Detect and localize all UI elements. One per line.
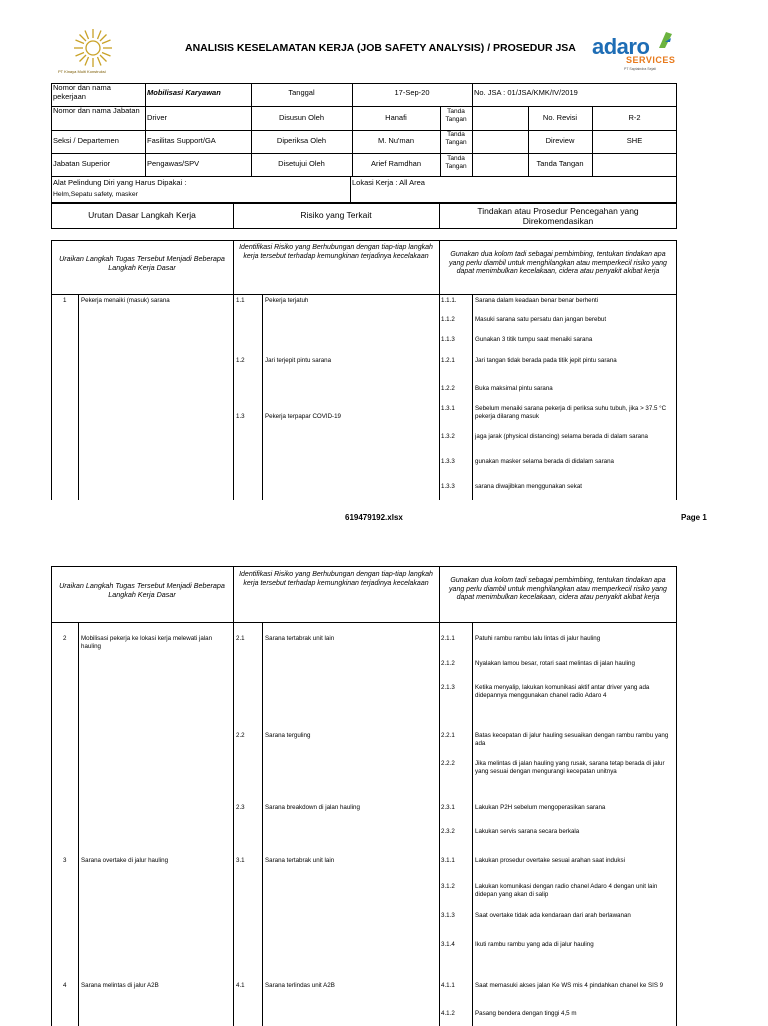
action-number: 2.1.2 [441, 660, 455, 667]
risk-description: Sarana tertabrak unit lain [265, 635, 335, 642]
column-head-steps: Uraikan Langkah Tugas Tersebut Menjadi Beberapa Langkah Kerja Dasar [59, 254, 225, 272]
action-number: 1.2.1 [441, 357, 455, 364]
action-number: 4.1.2 [441, 1010, 455, 1017]
action-number: 3.1.2 [441, 883, 455, 890]
info-value-date: 17-Sep-20 [394, 88, 430, 97]
info-value-checked: M. Nu'man [377, 136, 415, 145]
info-value-approved: Arief Ramdhan [370, 159, 422, 168]
action-number: 1.2.2 [441, 385, 455, 392]
info-value-revision: R-2 [628, 113, 641, 122]
action-number: 1.1.3 [441, 336, 455, 343]
action-number: 3.1.4 [441, 941, 455, 948]
column-head-actions: Gunakan dua kolom tadi sebagai pembimbing, tentukan tindakan apa yang perlu diambil untuk menghilangkan atau memperkecil risiko yang dapat menimbulkan kecelakaan, cidera atau penyakit akibat kerja [449, 577, 667, 601]
action-description: Saat memasuki akses jalan Ke WS mis 4 pindahkan chanel ke SIS 9 [475, 982, 664, 989]
action-number: 2.2.2 [441, 760, 455, 767]
work-location: Lokasi Kerja : All Area [352, 178, 425, 187]
risk-description: Jari terjepit pintu sarana [265, 357, 332, 364]
risk-description: Sarana terlindas unit A2B [265, 982, 335, 989]
action-description: Jika melintas di jalan hauling yang rusak, sarana tetap berada di jalur yang sesuai dengan mengurangi kecepatan unitnya [475, 760, 665, 775]
info-value-department: Fasilitas Support/GA [147, 136, 216, 145]
apd-value: Helm,Sepatu safety, masker [53, 191, 138, 198]
action-description: Pasang bendera dengan tinggi 4,5 m [475, 1010, 577, 1017]
info-label-reviewed: Direview [545, 136, 575, 145]
company-sun-logo [72, 27, 114, 69]
info-label-signature: Tanda Tangan [536, 159, 584, 168]
risk-number: 3.1 [236, 857, 245, 864]
action-description: Masuki sarana satu persatu dan jangan berebut [475, 316, 607, 323]
info-jsa-number: No. JSA : 01/JSA/KMK/IV/2019 [474, 88, 578, 97]
page-title: ANALISIS KESELAMATAN KERJA (JOB SAFETY ANALYSIS) / PROSEDUR JSA [185, 42, 576, 54]
action-description: Saat overtake tidak ada kendaraan dari arah berlawanan [475, 912, 631, 919]
risk-description: Pekerja terjatuh [265, 297, 309, 304]
action-description: Sarana dalam keadaan benar benar berhenti [475, 297, 599, 304]
risk-number: 1.2 [236, 357, 245, 364]
action-number: 3.1.1 [441, 857, 455, 864]
section-risk-heading: Risiko yang Terkait [300, 210, 372, 220]
info-signature-label: Tanda Tangan [445, 131, 467, 146]
risk-number: 2.3 [236, 804, 245, 811]
action-description: Batas kecepatan di jalur hauling sesuaikan dengan rambu rambu yang ada [475, 732, 669, 747]
info-label-position: Nomor dan nama Jabatan [53, 106, 140, 115]
column-head-actions: Gunakan dua kolom tadi sebagai pembimbing, tentukan tindakan apa yang perlu diambil untuk menghilangkan atau memperkecil risiko yang dapat menimbulkan kecelakaan, cidera atau penyakit akibat kerja [449, 251, 667, 275]
footer-page-number: Page 1 [681, 513, 707, 522]
action-number: 2.1.3 [441, 684, 455, 691]
action-description: Lakukan prosedur overtake sesuai arahan saat induksi [475, 857, 625, 864]
info-label-superior: Jabatan Superior [53, 159, 111, 168]
adaro-logo-text: adaro [592, 34, 650, 59]
action-number: 1.3.2 [441, 433, 455, 440]
info-signature-label: Tanda Tangan [445, 155, 467, 170]
action-description: Buka maksimal pintu sarana [475, 385, 553, 392]
info-signature-label: Tanda Tangan [445, 108, 467, 123]
step-description: Sarana overtake di jalur hauling [81, 857, 169, 864]
info-label-date: Tanggal [288, 88, 315, 97]
action-number: 2.1.1 [441, 635, 455, 642]
action-number: 1.3.3 [441, 458, 455, 465]
column-head-risks: Identifikasi Risiko yang Berhubungan dengan tiap-tiap langkah kerja tersebut terhadap kemungkinan terjadinya kecelakaan [239, 244, 433, 260]
column-head-risks: Identifikasi Risiko yang Berhubungan dengan tiap-tiap langkah kerja tersebut terhadap kemungkinan terjadinya kecelakaan [239, 571, 433, 587]
action-description: Sebelum menaiki sarana pekerja di periksa suhu tubuh, jika > 37.5 °C pekerja dilarang masuk [475, 405, 667, 420]
action-description: Nyalakan lamou besar, rotari saat melintas di jalan hauling [475, 660, 635, 667]
action-number: 2.2.1 [441, 732, 455, 739]
adaro-subsidiary-text: PT Saptaindra Sejati [624, 67, 657, 71]
left-logo-caption: PT Kinaya Multi Konstruksi [58, 69, 106, 74]
info-value-job: Mobilisasi Karyawan [147, 88, 221, 97]
risk-number: 4.1 [236, 982, 245, 989]
step-number: 4 [63, 982, 67, 989]
step-number: 1 [63, 297, 67, 304]
adaro-services-text: SERVICES [626, 55, 676, 65]
action-number: 1.3.1 [441, 405, 455, 412]
step-number: 3 [63, 857, 67, 864]
info-value-prepared: Hanafi [385, 113, 407, 122]
info-label-department: Seksi / Departemen [53, 136, 119, 145]
action-number: 3.1.3 [441, 912, 455, 919]
risk-number: 1.3 [236, 413, 245, 420]
step-number: 2 [63, 635, 67, 642]
step-description: Sarana melintas di jalur A2B [81, 982, 159, 989]
risk-description: Pekerja terpapar COVID-19 [265, 413, 342, 420]
footer-filename: 619479192.xlsx [345, 513, 403, 522]
info-label-revision: No. Revisi [542, 113, 578, 122]
action-description: Ketika menyalip, lakukan komunikasi aktif antar driver yang ada didepannya menggunakan chanel radio Adaro 4 [475, 684, 650, 699]
adaro-leaf-icon [656, 30, 674, 50]
section-action-heading: Tindakan atau Prosedur Pencegahan yang Direkomendasikan [477, 206, 639, 226]
info-label-job: Nomor dan nama pekerjaan [53, 83, 111, 101]
info-value-reviewed: SHE [626, 136, 643, 145]
info-value-position: Driver [147, 113, 167, 122]
action-description: Jari tangan tidak berada pada titik jepit pintu sarana [475, 357, 617, 364]
action-description: Patuhi rambu rambu lalu lintas di jalur hauling [475, 635, 601, 642]
action-description: Lakukan servis sarana secara berkala [475, 828, 580, 835]
info-value-superior: Pengawas/SPV [147, 159, 200, 168]
risk-number: 1.1 [236, 297, 245, 304]
action-description: jaga jarak (physical distancing) selama berada di dalam sarana [475, 433, 648, 440]
risk-description: Sarana terguling [265, 732, 311, 739]
column-head-steps: Uraikan Langkah Tugas Tersebut Menjadi Beberapa Langkah Kerja Dasar [59, 581, 225, 599]
apd-label: Alat Pelindung Diri yang Harus Dipakai : [53, 178, 187, 187]
action-description: Lakukan komunikasi dengan radio chanel Adaro 4 dengan unit lain didepan yang akan di salip [475, 883, 658, 898]
risk-description: Sarana breakdown di jalan hauling [265, 804, 360, 811]
action-number: 2.3.2 [441, 828, 455, 835]
action-description: sarana diwajibkan menggunakan sekat [475, 483, 582, 490]
step-description: Mobilisasi pekerja ke lokasi kerja melewati jalan hauling [81, 635, 213, 650]
info-label-prepared: Disusun Oleh [278, 113, 325, 122]
action-description: Gunakan 3 titik tumpu saat menaiki sarana [475, 336, 593, 343]
info-label-checked: Diperiksa Oleh [276, 136, 327, 145]
action-description: Lakukan P2H sebelum mengoperasikan sarana [475, 804, 606, 811]
step-description: Pekerja menaiki (masuk) sarana [81, 297, 170, 304]
info-label-approved: Disetujui Oleh [278, 159, 325, 168]
action-number: 1.1.2 [441, 316, 455, 323]
action-description: gunakan masker selama berada di didalam sarana [475, 458, 614, 465]
risk-description: Sarana tertabrak unit lain [265, 857, 335, 864]
action-number: 4.1.1 [441, 982, 455, 989]
risk-number: 2.2 [236, 732, 245, 739]
action-number: 1.3.3 [441, 483, 455, 490]
risk-number: 2.1 [236, 635, 245, 642]
action-description: Ikuti rambu rambu yang ada di jalur hauling [475, 941, 594, 948]
action-number: 1.1.1. [441, 297, 457, 304]
section-steps-heading: Urutan Dasar Langkah Kerja [88, 210, 196, 220]
action-number: 2.3.1 [441, 804, 455, 811]
